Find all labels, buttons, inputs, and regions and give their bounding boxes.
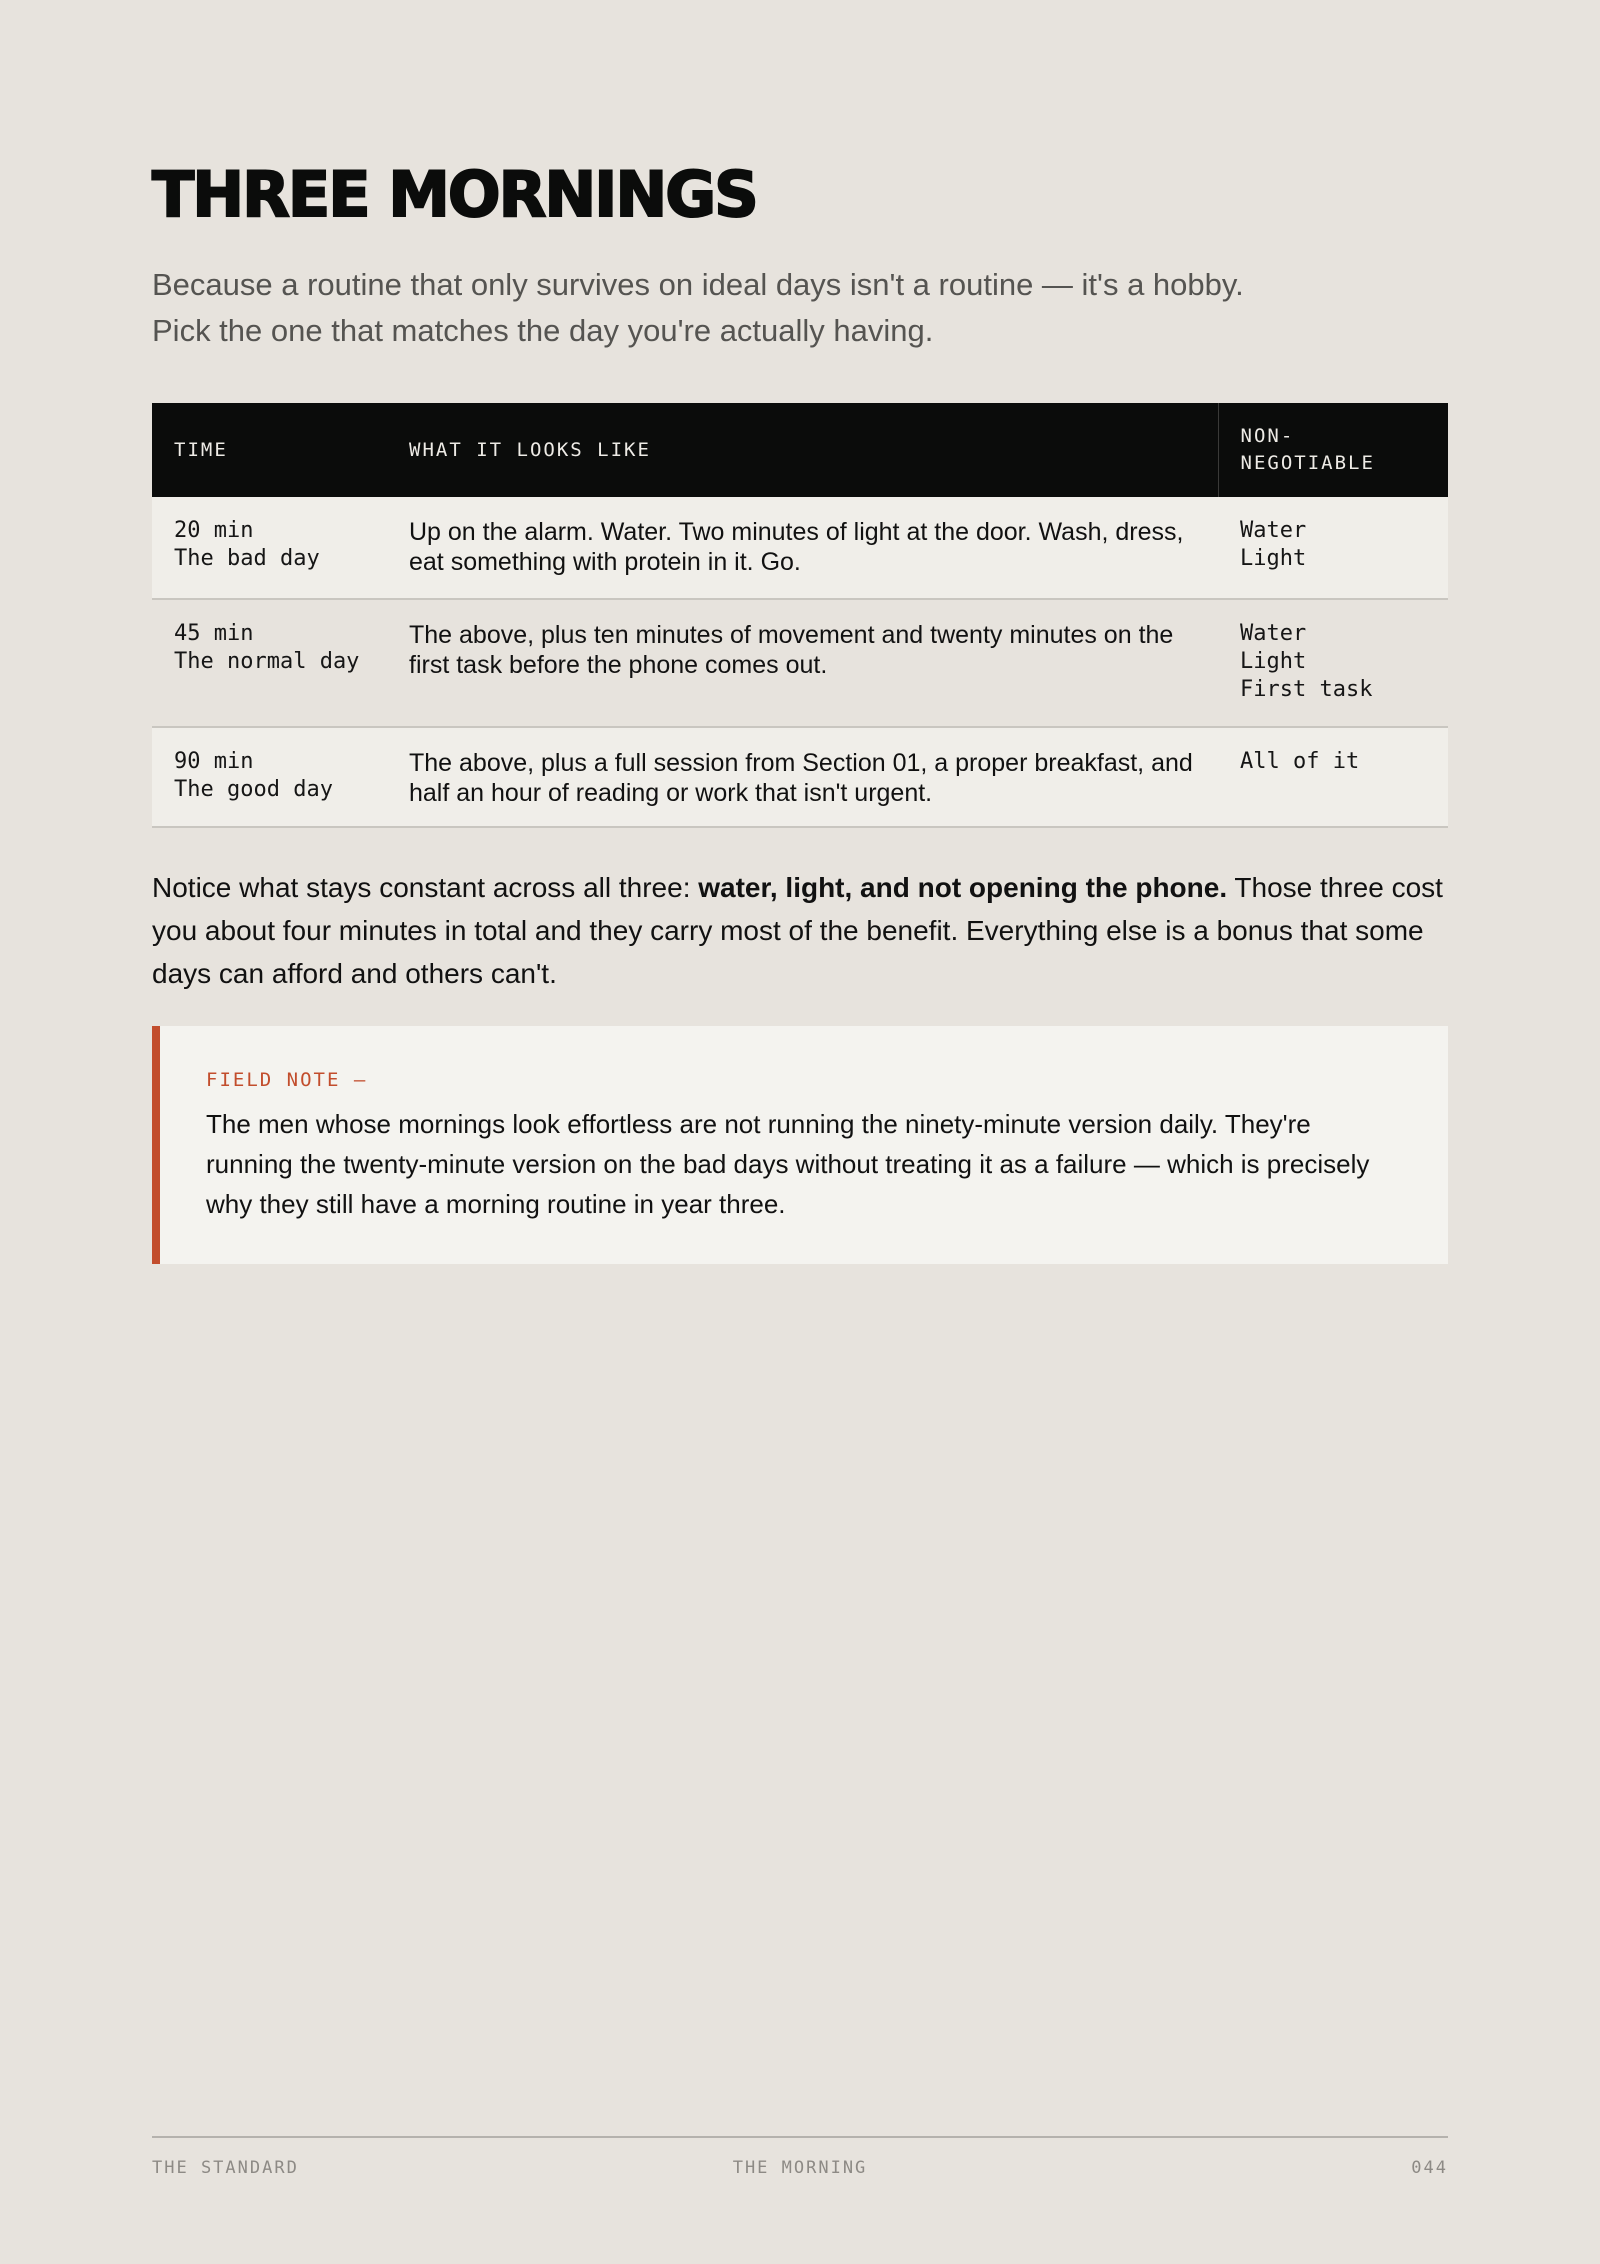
field-note-text: The men whose mornings look effortless are not running the ninety-minute version daily. They're running the twenty-minute version on the bad days without treating it as a failure — which is precisely why they still have a morning routine in year three. (206, 1109, 1370, 1219)
description: The above, plus ten minutes of movement and twenty minutes on the first task before the phone comes out. (409, 621, 1174, 679)
must-item: Light (1240, 546, 1307, 571)
must-item: Water (1240, 518, 1307, 543)
page-number: 044 (1411, 2158, 1448, 2178)
time-cell (152, 727, 387, 827)
footer-section: THE MORNING (732, 2158, 868, 2178)
description: The above, plus a full session from Section 01, a proper breakfast, and half an hour of reading or work that isn't urgent. (409, 749, 1193, 807)
description-cell (387, 599, 1218, 727)
description-cell (387, 497, 1218, 599)
must-item: First task (1240, 677, 1373, 702)
page-footer (152, 2158, 1448, 2182)
field-note (152, 1026, 1448, 1264)
non-negotiable-cell (1218, 727, 1448, 827)
header-non-negotiable: NON- NEGOTIABLE (1218, 403, 1448, 497)
header-what-it-looks-like: WHAT IT LOOKS LIKE (387, 403, 1218, 497)
table-header-row (152, 403, 1448, 497)
must-item: All of it (1240, 749, 1360, 774)
day-type: The good day (174, 777, 333, 802)
duration: 45 min (174, 621, 254, 646)
emphasis: water, light, and not opening the phone. (698, 872, 1228, 903)
day-type: The normal day (174, 649, 360, 674)
non-negotiable-cell (1218, 599, 1448, 727)
duration: 90 min (174, 749, 254, 774)
duration: 20 min (174, 518, 254, 543)
header-time: TIME (152, 403, 387, 497)
field-note-label: FIELD NOTE — (206, 1069, 368, 1091)
must-item: Water (1240, 621, 1307, 646)
time-cell (152, 599, 387, 727)
table-row (152, 599, 1448, 727)
page-subtitle: Because a routine that only survives on ideal days isn't a routine — it's a hobby. Pick the one that matches the day you're actually having. (152, 267, 1244, 348)
table-row (152, 497, 1448, 599)
description-cell (387, 727, 1218, 827)
table-row (152, 727, 1448, 827)
must-item: Light (1240, 649, 1307, 674)
routine-table (152, 403, 1448, 828)
day-type: The bad day (174, 546, 320, 571)
footer-publication: THE STANDARD (152, 2158, 299, 2178)
description: Up on the alarm. Water. Two minutes of light at the door. Wash, dress, eat something with protein in it. Go. (409, 518, 1184, 576)
page-title: THREE MORNINGS (152, 158, 757, 231)
footer-divider (152, 2136, 1448, 2138)
body-paragraph: Notice what stays constant across all three: water, light, and not opening the phone. Those three cost you about four minutes in total and they carry most of the benefit. Everything else is a bonus that some days can afford and others can't. (152, 872, 1443, 989)
time-cell (152, 497, 387, 599)
non-negotiable-cell (1218, 497, 1448, 599)
